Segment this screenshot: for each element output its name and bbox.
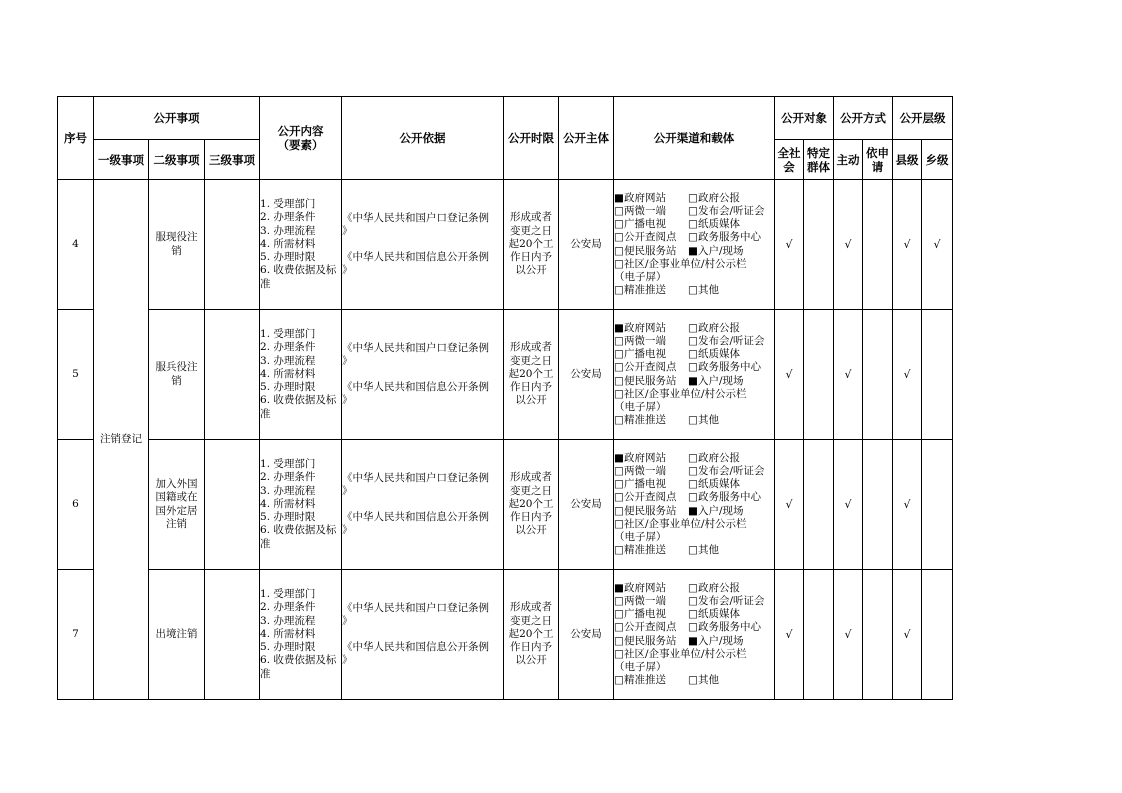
channel-line: [614, 478, 774, 491]
time-line: 以公开: [515, 524, 547, 537]
channel-list: [614, 180, 775, 310]
channel-option: □其他: [688, 414, 719, 427]
basis-item: 》: [342, 394, 353, 407]
content-item: 4. 所需材料: [260, 237, 316, 250]
channel-option: □纸质媒体: [688, 218, 740, 231]
channel-option: □其他: [688, 544, 719, 557]
channel-line: [614, 674, 774, 687]
channel-line: [614, 284, 774, 297]
channel-option: □精准推送: [614, 414, 666, 427]
channel-option: □发布会/听证会: [688, 334, 765, 347]
header-target-all-line2: 会: [783, 159, 795, 174]
tier-county-mark: √: [893, 310, 922, 440]
channel-option: □公开查阅点: [614, 361, 677, 374]
header-method-apply-line2: 请: [871, 159, 884, 174]
channel-option: □便民服务站: [614, 634, 677, 647]
time-line: 变更之日: [510, 354, 553, 367]
channel-option: □发布会/听证会: [688, 204, 765, 217]
subject-cell: 公安局: [559, 440, 614, 570]
row-seq: 4: [58, 180, 94, 310]
subject-cell: 公安局: [559, 570, 614, 700]
channel-option: □公开查阅点: [614, 231, 677, 244]
header-target-specific-line1: 特定: [807, 145, 831, 160]
basis-spacer: [342, 628, 503, 641]
channel-option: □纸质媒体: [688, 478, 740, 491]
content-item: 准: [260, 537, 271, 550]
content-item: 4. 所需材料: [260, 497, 316, 510]
content-item: 6. 收费依据及标: [260, 654, 337, 667]
time-cell: [504, 310, 559, 440]
header-content-line2: （要素）: [277, 138, 324, 152]
channel-line: [614, 414, 774, 427]
basis-item: 《中华人民共和国户口登记条例: [342, 471, 490, 484]
header-method: 公开方式: [834, 97, 893, 140]
content-item: 1. 受理部门: [260, 458, 316, 471]
content-item: 4. 所需材料: [260, 367, 316, 380]
time-line: 起20个工: [508, 627, 554, 640]
channel-option: □广播电视: [614, 608, 666, 621]
basis-item: 《中华人民共和国户口登记条例: [342, 341, 490, 354]
channel-option: □社区/企事业单位/村公示栏: [614, 257, 747, 270]
header-tier-township: 乡级: [922, 140, 953, 180]
content-item: 3. 办理流程: [260, 484, 316, 497]
time-line: 变更之日: [510, 484, 553, 497]
content-item: 6. 收费依据及标: [260, 524, 337, 537]
content-item: 6. 收费依据及标: [260, 264, 337, 277]
header-content-line1: 公开内容: [277, 124, 324, 138]
header-level2: 二级事项: [149, 140, 205, 180]
time-cell: [504, 180, 559, 310]
header-channel: 公开渠道和载体: [614, 97, 775, 180]
channel-option: ■政府网站: [614, 581, 666, 594]
channel-option: □两微一端: [614, 464, 666, 477]
channel-option: ■入户/现场: [688, 244, 744, 257]
header-tier-county: 县级: [893, 140, 922, 180]
content-item: 5. 办理时限: [260, 381, 316, 394]
tier-township-mark: [922, 570, 953, 700]
header-seq: 序号: [58, 97, 94, 180]
channel-option: （电子屏）: [614, 400, 667, 413]
content-list: [260, 440, 342, 570]
time-line: 以公开: [515, 654, 547, 667]
time-line: 以公开: [515, 394, 547, 407]
basis-item: 》: [342, 524, 353, 537]
basis-item: 》: [342, 654, 353, 667]
channel-line: [614, 388, 774, 401]
header-target-specific: [804, 140, 834, 180]
channel-option: □政务服务中心: [688, 491, 761, 504]
basis-item: 《中华人民共和国信息公开条例: [342, 381, 490, 393]
time-line: 变更之日: [510, 614, 553, 627]
level2-line: 服现役注: [155, 231, 198, 244]
channel-option: □广播电视: [614, 478, 666, 491]
channel-option: □政务服务中心: [688, 231, 761, 244]
channel-option: （电子屏）: [614, 660, 667, 673]
channel-option: ■入户/现场: [688, 504, 744, 517]
channel-option: □广播电视: [614, 218, 666, 231]
header-basis: 公开依据: [342, 97, 504, 180]
channel-option: □便民服务站: [614, 374, 677, 387]
content-item: 6. 收费依据及标: [260, 394, 337, 407]
tier-township-mark: √: [922, 180, 953, 310]
channel-option: □发布会/听证会: [688, 594, 765, 607]
content-item: 5. 办理时限: [260, 511, 316, 524]
method-active-mark: √: [834, 570, 863, 700]
time-line: 起20个工: [508, 497, 554, 510]
method-apply-mark: [863, 180, 893, 310]
header-method-apply-line1: 依申: [866, 145, 890, 160]
channel-option: □两微一端: [614, 334, 666, 347]
content-item: 3. 办理流程: [260, 224, 316, 237]
channel-line: [614, 505, 774, 518]
channel-line: [614, 621, 774, 634]
content-list: [260, 310, 342, 440]
channel-line: [614, 375, 774, 388]
channel-line: [614, 452, 774, 465]
content-item: 3. 办理流程: [260, 354, 316, 367]
channel-option: □社区/企事业单位/村公示栏: [614, 517, 747, 530]
table-row: [58, 570, 953, 700]
channel-line: [614, 205, 774, 218]
target-specific-mark: [804, 440, 834, 570]
channel-line: [614, 348, 774, 361]
content-item: 2. 办理条件: [260, 601, 316, 614]
level2-line: 出境注销: [155, 627, 198, 640]
level3-cell: [205, 440, 260, 570]
table-row: [58, 440, 953, 570]
header-level1: 一级事项: [94, 140, 149, 180]
row-seq: 5: [58, 310, 94, 440]
basis-item: 《中华人民共和国信息公开条例: [342, 641, 490, 653]
content-item: 3. 办理流程: [260, 614, 316, 627]
header-time: 公开时限: [504, 97, 559, 180]
level2-cell: [149, 570, 205, 700]
channel-option: □政府公报: [688, 451, 740, 464]
channel-line: [614, 491, 774, 504]
channel-line: [614, 531, 774, 544]
channel-option: □广播电视: [614, 348, 666, 361]
channel-option: □两微一端: [614, 204, 666, 217]
method-apply-mark: [863, 440, 893, 570]
channel-option: □精准推送: [614, 284, 666, 297]
tier-county-mark: √: [893, 180, 922, 310]
basis-item: 《中华人民共和国信息公开条例: [342, 251, 490, 263]
channel-line: [614, 192, 774, 205]
level2-line: 销: [171, 374, 182, 387]
basis-item: 》: [342, 224, 353, 237]
content-item: 5. 办理时限: [260, 251, 316, 264]
channel-line: [614, 518, 774, 531]
channel-line: [614, 595, 774, 608]
basis-item: 《中华人民共和国信息公开条例: [342, 511, 490, 523]
content-item: 1. 受理部门: [260, 588, 316, 601]
basis-spacer: [342, 238, 503, 251]
channel-list: [614, 570, 775, 700]
row-seq: 6: [58, 440, 94, 570]
channel-line: [614, 361, 774, 374]
time-line: 起20个工: [508, 367, 554, 380]
time-line: 形成或者: [510, 211, 553, 224]
channel-line: [614, 258, 774, 271]
channel-line: [614, 231, 774, 244]
channel-line: [614, 635, 774, 648]
basis-spacer: [342, 368, 503, 381]
channel-line: [614, 608, 774, 621]
target-all-mark: √: [775, 440, 804, 570]
level2-cell: [149, 310, 205, 440]
channel-option: □其他: [688, 674, 719, 687]
channel-option: □社区/企事业单位/村公示栏: [614, 647, 747, 660]
header-row-top: [58, 97, 953, 140]
time-line: 作日内予: [510, 381, 553, 394]
header-target-specific-line2: 群体: [807, 159, 831, 174]
basis-item: 》: [342, 264, 353, 277]
header-level3: 三级事项: [205, 140, 260, 180]
channel-line: [614, 218, 774, 231]
channel-option: □纸质媒体: [688, 608, 740, 621]
level2-line: 销: [171, 244, 182, 257]
level2-line: 加入外国: [155, 478, 198, 491]
level2-line: 注销: [166, 517, 187, 530]
channel-option: □两微一端: [614, 594, 666, 607]
basis-spacer: [342, 498, 503, 511]
level2-line: 国外定居: [155, 504, 198, 517]
channel-option: □便民服务站: [614, 244, 677, 257]
time-line: 以公开: [515, 264, 547, 277]
content-item: 4. 所需材料: [260, 627, 316, 640]
channel-line: [614, 271, 774, 284]
channel-option: □发布会/听证会: [688, 464, 765, 477]
basis-list: [342, 570, 504, 700]
time-line: 起20个工: [508, 237, 554, 250]
channel-option: □社区/企事业单位/村公示栏: [614, 387, 747, 400]
channel-option: ■入户/现场: [688, 374, 744, 387]
time-line: 形成或者: [510, 471, 553, 484]
channel-line: [614, 544, 774, 557]
level2-cell: [149, 440, 205, 570]
channel-option: □精准推送: [614, 544, 666, 557]
level3-cell: [205, 570, 260, 700]
channel-option: ■政府网站: [614, 321, 666, 334]
time-line: 作日内予: [510, 511, 553, 524]
method-active-mark: √: [834, 310, 863, 440]
tier-township-mark: [922, 310, 953, 440]
content-item: 2. 办理条件: [260, 211, 316, 224]
content-item: 准: [260, 407, 271, 420]
basis-item: 》: [342, 354, 353, 367]
content-item: 2. 办理条件: [260, 471, 316, 484]
content-item: 准: [260, 667, 271, 680]
tier-township-mark: [922, 440, 953, 570]
target-specific-mark: [804, 570, 834, 700]
content-item: 准: [260, 277, 271, 290]
channel-line: [614, 401, 774, 414]
channel-option: ■入户/现场: [688, 634, 744, 647]
level2-line: 国籍或在: [155, 491, 198, 504]
content-item: 5. 办理时限: [260, 641, 316, 654]
content-item: 1. 受理部门: [260, 328, 316, 341]
channel-option: □政府公报: [688, 191, 740, 204]
channel-option: □纸质媒体: [688, 348, 740, 361]
channel-line: [614, 245, 774, 258]
target-all-mark: √: [775, 570, 804, 700]
time-cell: [504, 570, 559, 700]
method-active-mark: √: [834, 440, 863, 570]
table-body: [58, 180, 953, 700]
time-line: 变更之日: [510, 224, 553, 237]
content-item: 1. 受理部门: [260, 198, 316, 211]
header-target-all: [775, 140, 804, 180]
header-method-apply: [863, 140, 893, 180]
disclosure-table: [57, 96, 953, 700]
time-line: 形成或者: [510, 341, 553, 354]
basis-item: 《中华人民共和国户口登记条例: [342, 601, 490, 614]
basis-item: 《中华人民共和国户口登记条例: [342, 211, 490, 224]
time-line: 作日内予: [510, 251, 553, 264]
content-list: [260, 570, 342, 700]
channel-option: □政府公报: [688, 581, 740, 594]
target-all-mark: √: [775, 310, 804, 440]
channel-option: （电子屏）: [614, 530, 667, 543]
header-content: [260, 97, 342, 180]
channel-option: ■政府网站: [614, 451, 666, 464]
channel-line: [614, 661, 774, 674]
row-seq: 7: [58, 570, 94, 700]
method-apply-mark: [863, 570, 893, 700]
channel-line: [614, 465, 774, 478]
time-cell: [504, 440, 559, 570]
channel-option: ■政府网站: [614, 191, 666, 204]
subject-cell: 公安局: [559, 180, 614, 310]
content-item: 2. 办理条件: [260, 341, 316, 354]
content-list: [260, 180, 342, 310]
level3-cell: [205, 180, 260, 310]
channel-option: □精准推送: [614, 674, 666, 687]
level1-cell: 注销登记: [94, 180, 149, 700]
basis-item: 》: [342, 484, 353, 497]
header-method-active: 主动: [834, 140, 863, 180]
channel-list: [614, 310, 775, 440]
tier-county-mark: √: [893, 440, 922, 570]
level3-cell: [205, 310, 260, 440]
header-matter: 公开事项: [94, 97, 260, 140]
level2-line: 服兵役注: [155, 361, 198, 374]
table-row: [58, 310, 953, 440]
channel-option: □政府公报: [688, 321, 740, 334]
header-tier: 公开层级: [893, 97, 953, 140]
header-subject: 公开主体: [559, 97, 614, 180]
header-target: 公开对象: [775, 97, 834, 140]
time-line: 形成或者: [510, 601, 553, 614]
time-line: 作日内予: [510, 641, 553, 654]
channel-list: [614, 440, 775, 570]
channel-option: □政务服务中心: [688, 361, 761, 374]
method-apply-mark: [863, 310, 893, 440]
basis-item: 》: [342, 614, 353, 627]
tier-county-mark: √: [893, 570, 922, 700]
channel-option: □便民服务站: [614, 504, 677, 517]
method-active-mark: √: [834, 180, 863, 310]
channel-option: □公开查阅点: [614, 491, 677, 504]
channel-line: [614, 322, 774, 335]
basis-list: [342, 180, 504, 310]
target-all-mark: √: [775, 180, 804, 310]
channel-line: [614, 335, 774, 348]
channel-line: [614, 582, 774, 595]
target-specific-mark: [804, 180, 834, 310]
level2-cell: [149, 180, 205, 310]
table-row: [58, 180, 953, 310]
basis-list: [342, 440, 504, 570]
basis-list: [342, 310, 504, 440]
channel-line: [614, 648, 774, 661]
header-target-all-line1: 全社: [777, 145, 801, 160]
channel-option: □其他: [688, 284, 719, 297]
channel-option: □公开查阅点: [614, 621, 677, 634]
target-specific-mark: [804, 310, 834, 440]
channel-option: □政务服务中心: [688, 621, 761, 634]
subject-cell: 公安局: [559, 310, 614, 440]
channel-option: （电子屏）: [614, 270, 667, 283]
